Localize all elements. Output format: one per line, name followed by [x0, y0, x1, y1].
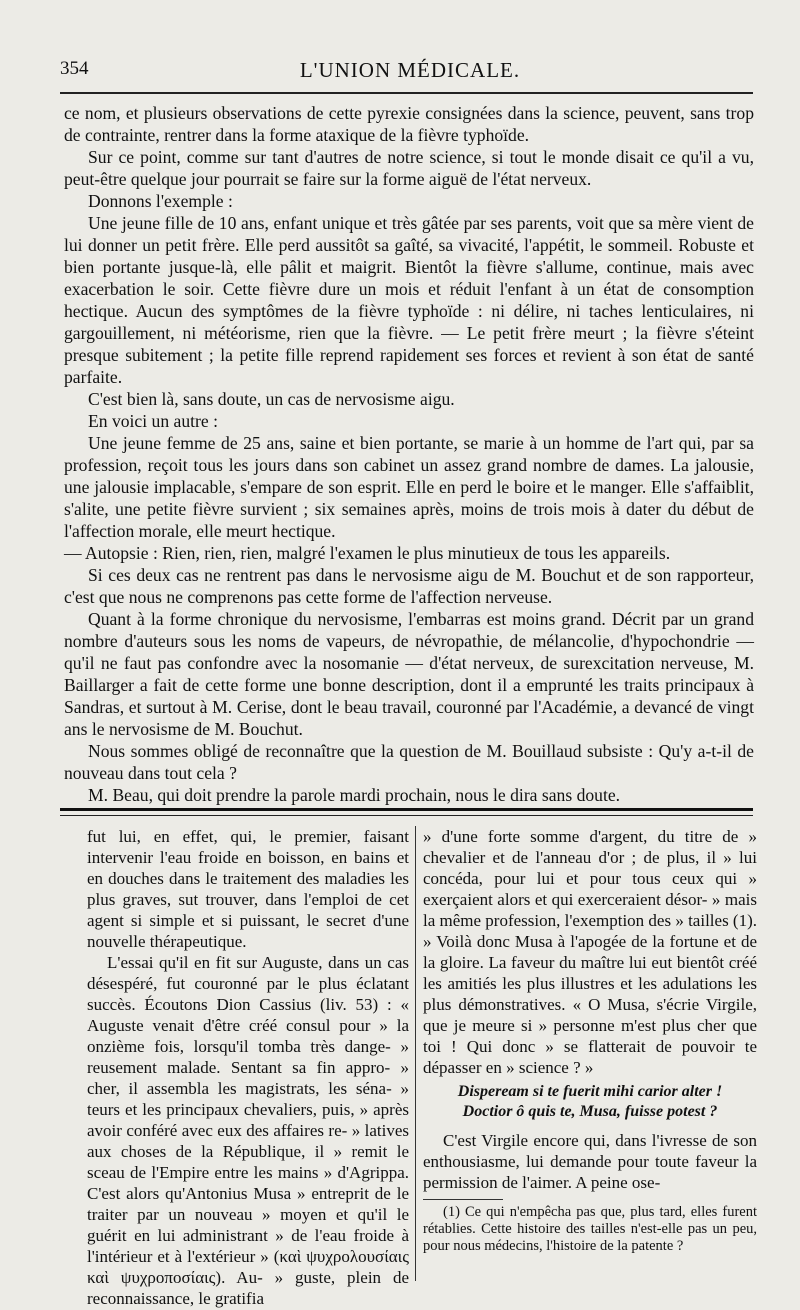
header-rule [60, 92, 753, 94]
quote-line: Doctior ô quis te, Musa, fuisse potest ? [462, 1103, 718, 1120]
paragraph: Une jeune fille de 10 ans, enfant unique et très gâtée par ses parents, voit que sa mère vient de lui donner un petit frère. Elle perd aussitôt sa gaîté, sa vivacité, l'appétit, le sommeil. Robuste et bien portante jusque-là, elle pâlit et maigrit. Bientôt la fièvre s'allume, continue, mais avec exacerbation le soir. Cette fièvre dure un mois et réduit l'enfant à un état de consomption hectique. Aucun des symptômes de la fièvre typhoïde : ni délire, ni taches lenticulaires, ni gargouillement, ni météorisme, rien que la fièvre. — Le petit frère meurt ; la fièvre s'éteint presque subitement ; la petite fille reprend rapidement ses forces et revient à son état de santé parfaite. [64, 213, 754, 387]
paragraph: — Autopsie : Rien, rien, rien, malgré l'examen le plus minutieux de tous les appareils. [64, 543, 671, 563]
paragraph: Sur ce point, comme sur tant d'autres de notre science, si tout le monde disait ce qu'il a vu, peut-être quelque jour pourrait se faire sur la forme aiguë de l'état nerveux. [64, 147, 754, 189]
paragraph: M. Beau, qui doit prendre la parole mardi prochain, nous le dira sans doute. [88, 785, 621, 805]
page-number: 354 [60, 58, 89, 79]
paragraph: ce nom, et plusieurs observations de cette pyrexie consignées dans la science, peuvent, sans trop de contrainte, rentrer dans la forme ataxique de la fièvre typhoïde. [64, 103, 754, 145]
paragraph: Si ces deux cas ne rentrent pas dans le nervosisme aigu de M. Bouchut et de son rapporteur, c'est que nous ne comprenons pas cette forme de l'affection nerveuse. [64, 565, 754, 607]
paragraph: Nous sommes obligé de reconnaître que la question de M. Bouillaud subsiste : Qu'y a-t-il de nouveau dans tout cela ? [64, 741, 754, 783]
footnote-rule [423, 1199, 503, 1200]
paragraph: C'est Virgile encore qui, dans l'ivresse de son enthousiasme, lui demande pour toute faveur la permission de l'aimer. A peine ose- [423, 1131, 757, 1192]
paragraph: C'est bien là, sans doute, un cas de nervosisme aigu. [88, 389, 455, 409]
feuilleton-left-column [87, 826, 409, 1309]
section-divider-thin [60, 815, 753, 816]
section-divider-thick [60, 808, 753, 811]
paragraph: L'essai qu'il en fit sur Auguste, dans un cas désespéré, fut couronné par le plus éclatant succès. Écoutons Dion Cassius (liv. 53) : « Auguste venait d'être créé consul pour » la onzième fois, lorsqu'il tomba très dange- » reusement malade. Sentant sa fin appro- » cher, il assembla les magistrats, les séna- » teurs et les principaux chevaliers, puis, » après avoir conféré avec eux des affaires re- » latives aux choses de la République, il » remit le sceau de l'Empire entre les mains » d'Agrippa. C'est alors qu'Antonius Musa » entreprit de le traiter par un nouveau » moyen et qu'il le guérit en lui administrant » de l'eau froide à l'intérieur et à l'extérieur » (καὶ ψυχρολουσίαις καὶ ψυχροποσίαις). Au- » guste, plein de reconnaissance, le gratifia [87, 953, 409, 1308]
paragraph: Quant à la forme chronique du nervosisme, l'embarras est moins grand. Décrit par un grand nombre d'auteurs sous les noms de vapeurs, de névropathie, de mélancolie, d'hypochondrie — qu'il ne faut pas confondre avec la nosomanie — d'état nerveux, de surexcitation nerveuse, M. Baillarger a fait de cette forme une bonne description, dont il a emprunté les traits principaux à Sandras, et surtout à M. Cerise, dont le beau travail, couronné par l'Académie, a devancé de vingt ans le nervosisme de M. Bouchut. [64, 609, 754, 739]
main-article-text [64, 102, 754, 806]
footnote: (1) Ce qui n'empêcha pas que, plus tard, elles furent rétablies. Cette histoire des tailles n'est-elle pas un peu, pour nous médecins, l'histoire de la patente ? [423, 1204, 757, 1254]
quote-line: Dispeream si te fuerit mihi carior alter ! [457, 1083, 723, 1100]
paragraph: Une jeune femme de 25 ans, saine et bien portante, se marie à un homme de l'art qui, par sa profession, reçoit tous les jours dans son cabinet un assez grand nombre de dames. La jalousie, une jalousie implacable, s'empare de son esprit. Elle en perd le boire et le manger. Elle s'affaiblit, s'alite, une petite fièvre survient ; six semaines après, moins de trois mois à dater du début de l'affection morale, elle meurt hectique. [64, 433, 754, 541]
latin-quote [423, 1082, 757, 1122]
paragraph: » d'une forte somme d'argent, du titre de » chevalier et de l'anneau d'or ; de plus, il » lui concéda, pour lui et pour tous ceux qui » exerçaient alors et qui exerceraient désor- » mais la même profession, l'exemption des » tailles (1). » Voilà donc Musa à l'apogée de la fortune et de la gloire. La faveur du maître lui eut bientôt créé les amitiés les plus illustres et les adulations les plus démonstratives. « O Musa, s'écrie Virgile, que je meure si » personne m'est plus cher que toi ! Qui donc » se flatterait de pouvoir te dépasser en » science ? » [423, 827, 758, 1077]
paragraph: Donnons l'exemple : [88, 191, 233, 211]
paragraph: fut lui, en effet, qui, le premier, faisant intervenir l'eau froide en boisson, en bains et en douches dans le traitement des maladies les plus graves, sut trouver, dans l'emploi de cet agent si simple et si puissant, le secret d'une nouvelle thérapeutique. [87, 827, 409, 951]
feuilleton-right-column [423, 826, 757, 1255]
page-header [60, 58, 760, 88]
column-divider [415, 826, 416, 1281]
paragraph: En voici un autre : [88, 411, 218, 431]
journal-title: L'UNION MÉDICALE. [299, 58, 521, 82]
